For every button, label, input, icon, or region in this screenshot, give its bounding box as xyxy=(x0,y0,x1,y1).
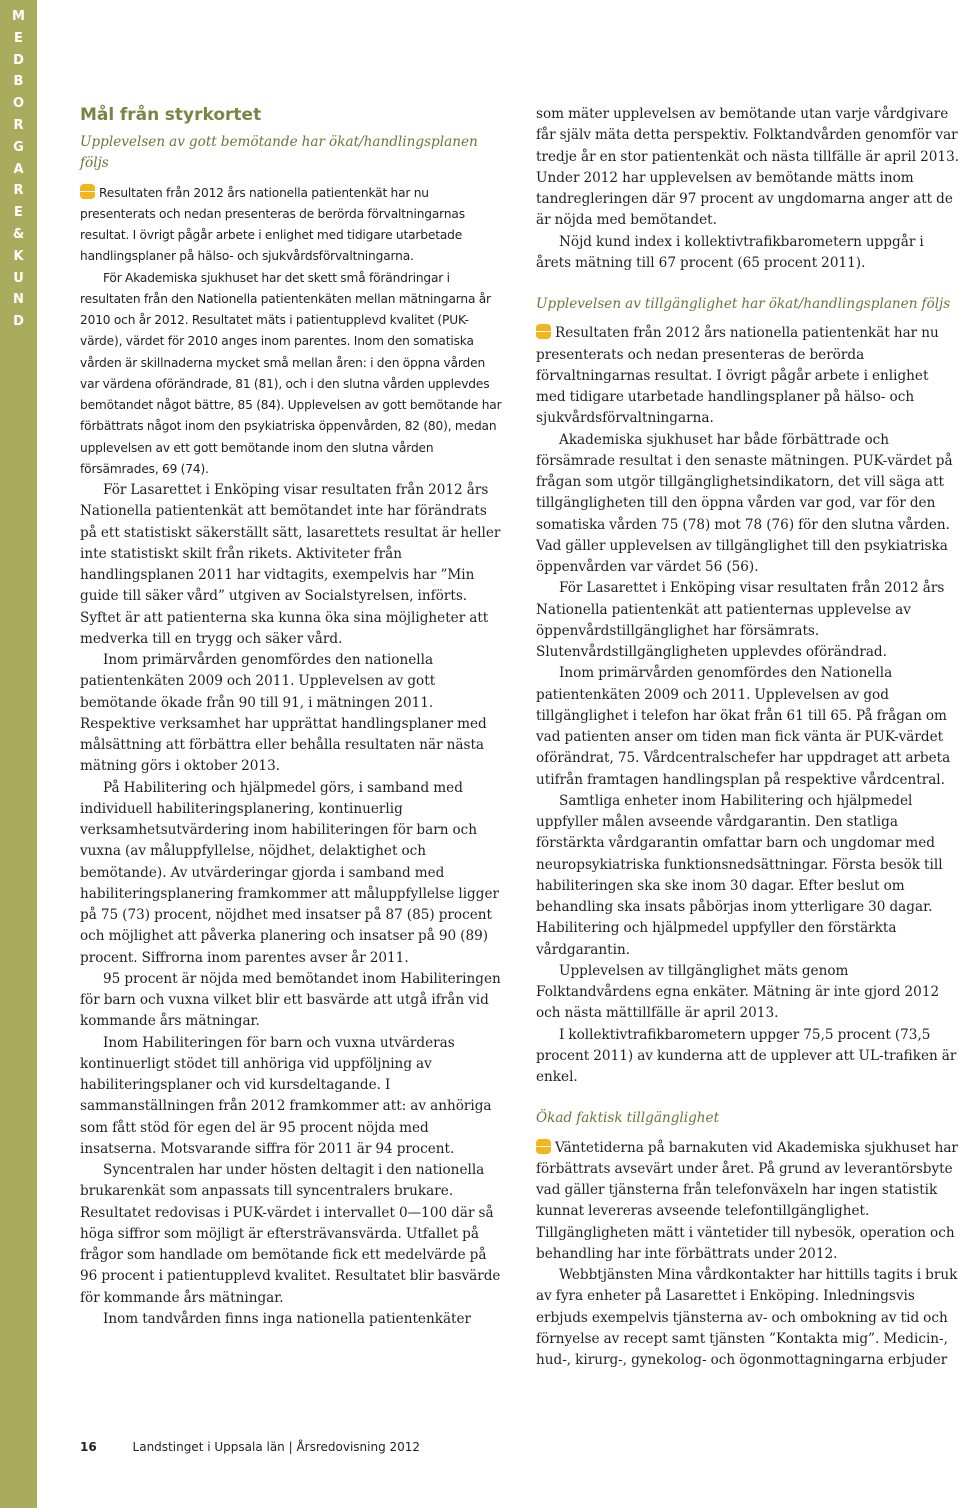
sidebar-letter: R xyxy=(13,117,24,133)
paragraph: Samtliga enheter inom Habilitering och hjälpmedel uppfyller målen avseende vårdgarantin. Den statliga förstärkta vårdgarantin omfattar barn och ungdomar med neuropsykiatriska funktionsnedsättningar. Första besök till habiliteringen ska ske inom 30 dagar. Efter beslut om behandling ska insats påbörjas inom ytterligare 30 dagar. Habilitering och hjälpmedel uppfyller den förstärkta vårdgarantin. xyxy=(536,792,943,958)
paragraph: Inom tandvården finns inga nationella patientenkäter xyxy=(103,1310,472,1327)
footer-text: Landstinget i Uppsala län | Årsredovisning 2012 xyxy=(132,1440,421,1454)
paragraph: Inom primärvården genomfördes den Nationella patientenkäten 2009 och 2011. Upplevelsen av god tillgänglighet i telefon har ökat från 61 till 65. På frågan om vad patienten anser om tiden man fick vänta är PUK-värdet oförändrat, 75. Vårdcentralschefer har uppdraget att arbeta utifrån framtagen handlingsplan på respektive vårdcentral. xyxy=(536,665,951,788)
paragraph: Väntetiderna på barnakuten vid Akademiska sjukhuset har förbättrats avsevärt under året. På grund av leverantörsbyte vad gäller tjänsterna från telefonväxeln har ingen statistik kunnat levereras avseende telefontillgänglighet. Tillgängligheten mätt i väntetider till nybesök, operation och behandling har inte förbättrats under 2012. xyxy=(536,1139,958,1262)
subheading-faktisk-tillganglighet: Ökad faktisk tillgänglighet xyxy=(536,1110,720,1127)
paragraph: 95 procent är nöjda med bemötandet inom Habiliteringen för barn och vuxna vilket blir ett basvärde att utgå ifrån vid kommande års mätningar. xyxy=(80,970,501,1030)
sidebar-letter: B xyxy=(13,74,24,90)
paragraph: Nöjd kund index i kollektivtrafikbarometern uppgår i årets mätning till 67 procent (65 procent 2011). xyxy=(536,233,924,271)
sidebar-band xyxy=(0,0,37,1508)
page-footer xyxy=(80,1440,420,1454)
paragraph: Resultaten från 2012 års nationella patientenkät har nu presenterats och nedan presenteras de berörda förvaltningarnas resultat. I övrigt pågår arbete i enlighet med tidigare utarbetade handlingsplaner på hälso- och sjukvårdsförvaltningarna. xyxy=(536,325,939,427)
paragraph: Resultaten från 2012 års nationella patientenkät har nu presenterats och nedan presenteras de berörda förvaltningarnas resultat. I övrigt pågår arbete i enlighet med tidigare utarbetade handlingsplaner på hälso- och sjukvårdsförvaltningarna. xyxy=(80,185,465,264)
paragraph: Syncentralen har under hösten deltagit i den nationella brukarenkät som anpassats till syncentralers brukare. Resultatet redovisas i PUK-värdet i intervallet 0—100 där så höga siffror som möjligt är eftersträvansvärda. Utfallet på frågor som handlade om bemötande fick ett medelvärde på 96 procent i patientupplevd kvalitet. Resultatet blir basvärde för kommande års mätningar. xyxy=(80,1162,501,1306)
paragraph: På Habilitering och hjälpmedel görs, i samband med individuell habiliteringsplanering, kontinuerlig verksamhetsutvärdering inom habiliteringen för barn och vuxna (av måluppfyllelse, nöjdhet, delaktighet och bemötande). Av utvärderingar gjorda i samband med habiliteringsplanering framkommer att måluppfyllelse ligger på 75 (73) procent, nöjdhet med insatser på 87 (85) procent och möjlighet att påverka planering och insatser på 90 (89) procent. Siffrorna inom parentes avser år 2011. xyxy=(80,779,499,966)
status-marker-icon xyxy=(536,1139,551,1154)
sidebar-letter: M xyxy=(12,9,25,24)
paragraph: Webbtjänsten Mina vårdkontakter har hittills tagits i bruk av fyra enheter på Lasarettet i Enköping. Inledningsvis erbjuds exempelvis tjänsterna av- och ombokning av tid och förnyelse av recept samt tjänsten ”Kontakta mig”. Medicin-, hud-, kirurg-, gynekolog- och ögonmottagningarna erbjuder xyxy=(536,1267,958,1368)
sidebar-vertical-label xyxy=(0,6,37,333)
page-number: 16 xyxy=(80,1440,97,1454)
sidebar-letter: D xyxy=(13,314,24,330)
left-column xyxy=(80,104,505,1330)
status-marker-icon xyxy=(80,184,95,199)
sidebar-letter: N xyxy=(13,292,24,308)
paragraph: För Lasarettet i Enköping visar resultaten från 2012 års Nationella patientenkät att bemötandet inte har förändrats på ett statistiskt säkerställt sätt, lasarettets resultat är heller inte statistiskt skilt från rikets. Aktiviteter från handlingsplanen 2011 har vidtagits, exempelvis har ”Min guide till säker vård” utgiven av Socialstyrelsen, införts. Syftet är att patienterna ska kunna öka sina möjligheter att medverka till en trygg och säker vård. xyxy=(80,482,501,647)
sidebar-letter: D xyxy=(13,52,24,68)
paragraph: som mäter upplevelsen av bemötande utan varje vårdgivare får själv mäta detta perspektiv. Folktandvården genomför var tredje år en stor patientenkät och nästa tillfälle är april 2013. Under 2012 har upplevelsen av bemötande mätts inom tandregleringen där 97 procent av ungdomarna anger att de är nöjda med bemötandet. xyxy=(536,106,960,229)
sidebar-letter: O xyxy=(12,96,25,112)
sidebar-letter: R xyxy=(13,183,24,199)
right-column xyxy=(536,104,960,1371)
paragraph: För Akademiska sjukhuset har det skett små förändringar i resultaten från den Nationella patientenkäten mellan mätningarna år 2010 och år 2012. Resultatet mäts i patientupplevd kvalitet (PUK-värde), värdet för 2010 anges inom parentes. Inom den somatiska vården är skillnaderna mycket små mellan åren: i den öppna vården var värdena oförändrade, 81 (81), och i den slutna vården upplevdes bemötandet något bättre, 85 (84). Upplevelsen av gott bemötande har förbättrats något inom den psykiatriska öppenvården, 82 (80), medan upplevelsen av ett gott bemötande inom den slutna vården försämrades, 69 (74). xyxy=(80,270,502,476)
sidebar-letter: K xyxy=(13,248,24,264)
sidebar-letter: G xyxy=(13,139,24,155)
section-title: Mål från styrkortet xyxy=(80,105,262,125)
paragraph: Akademiska sjukhuset har både förbättrade och försämrade resultat i den senaste mätningen. PUK-värdet på frågan som utgör tillgänglighetsindikatorn, det vill säga att tillgängligheten till den öppna vården var god, var för den somatiska vården 75 (78) mot 78 (76) för den slutna vården. Vad gäller upplevelsen av tillgänglighet till den psykiatriska öppenvården var värdet 56 (56). xyxy=(536,431,953,575)
paragraph: För Lasarettet i Enköping visar resultaten från 2012 års Nationella patientenkät att patienternas upplevelse av öppenvårdstillgänglighet har försämrats. Slutenvårdstillgängligheten upplevdes oförändrad. xyxy=(536,580,945,660)
paragraph: I kollektivtrafikbarometern uppger 75,5 procent (73,5 procent 2011) av kunderna att de upplever att UL-trafiken är enkel. xyxy=(536,1026,957,1085)
sidebar-letter: U xyxy=(13,270,24,286)
sidebar-letter: E xyxy=(14,30,23,46)
subheading-bemotande: Upplevelsen av gott bemötande har ökat/handlingsplanen följs xyxy=(80,134,478,172)
status-marker-icon xyxy=(536,324,551,339)
subheading-tillganglighet: Upplevelsen av tillgänglighet har ökat/handlingsplanen följs xyxy=(536,296,951,312)
sidebar-letter: & xyxy=(12,226,25,242)
paragraph: Inom Habiliteringen för barn och vuxna utvärderas kontinuerligt stödet till anhöriga vid uppföljning av habiliteringsplaner och vid kursdeltagande. I sammanställningen från 2012 framkommer att: av anhöriga som fått stöd för egen del är 95 procent nöjda med insatserna. Motsvarande siffra för 2011 är 94 procent. xyxy=(80,1034,492,1157)
paragraph: Inom primärvården genomfördes den nationella patientenkäten 2009 och 2011. Upplevelsen av gott bemötande ökade från 90 till 91, i mätningen 2011. Respektive verksamhet har upprättat handlingsplaner med målsättning att förbättra eller behålla resultaten när nästa mätning görs i oktober 2013. xyxy=(80,652,487,775)
paragraph: Upplevelsen av tillgänglighet mäts genom Folktandvårdens egna enkäter. Mätning är inte gjord 2012 och nästa mättillfälle är april 2013. xyxy=(536,962,940,1022)
sidebar-letter: E xyxy=(14,205,23,221)
sidebar-letter: A xyxy=(13,161,24,177)
